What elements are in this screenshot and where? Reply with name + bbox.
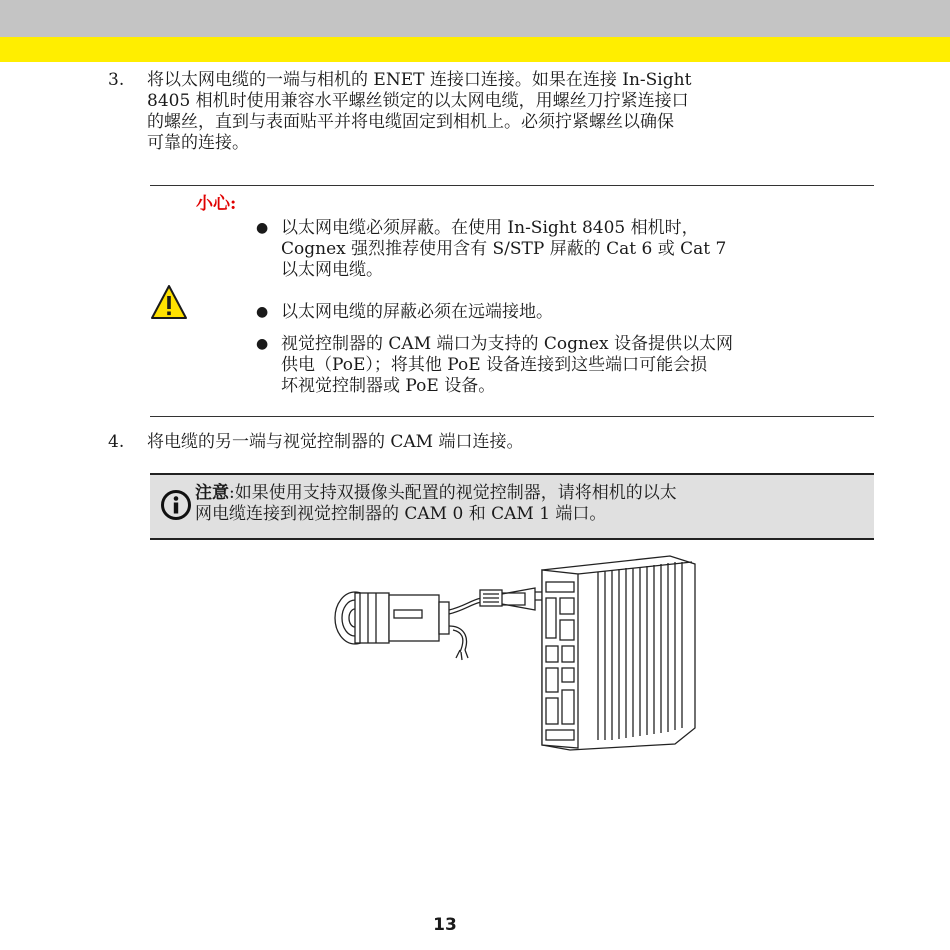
step-line: 8405 相机时使用兼容水平螺丝锁定的以太网电缆，用螺丝刀拧紧连接口 xyxy=(147,91,689,111)
note-line xyxy=(195,483,677,504)
bullet-line: 以太网电缆必须屏蔽。在使用 In-Sight 8405 相机时， xyxy=(281,218,699,238)
bullet-dot: ● xyxy=(256,336,269,352)
bullet-line: 视觉控制器的 CAM 端口为支持的 Cognex 设备提供以太网 xyxy=(281,334,734,354)
bullet-line: 以太网电缆的屏蔽必须在远端接地。 xyxy=(281,302,553,322)
note-line1: :如果使用支持双摄像头配置的视觉控制器，请将相机的以太 xyxy=(229,483,677,503)
caution-bottom-rule xyxy=(150,416,874,417)
bullet-line: 坏视觉控制器或 PoE 设备。 xyxy=(281,376,496,396)
caution-title: 小心: xyxy=(196,194,237,214)
bullet-line: Cognex 强烈推荐使用含有 S/STP 屏蔽的 Cat 6 或 Cat 7 xyxy=(281,239,727,259)
page-number: 13 xyxy=(433,915,457,935)
step-text xyxy=(147,432,524,453)
bullet-line: 供电（PoE）；将其他 PoE 设备连接到这些端口可能会损 xyxy=(281,355,708,375)
step-line: 的螺丝，直到与表面贴平并将电缆固定到相机上。必须拧紧螺丝以确保 xyxy=(147,112,674,132)
header-yellow-band xyxy=(0,37,950,62)
bullet-text xyxy=(281,302,553,323)
info-circle-icon xyxy=(160,489,192,521)
step-number: 3. xyxy=(108,70,125,90)
step-line: 将电缆的另一端与视觉控制器的 CAM 端口连接。 xyxy=(147,432,524,452)
note-text xyxy=(195,483,677,525)
caution-top-rule xyxy=(150,185,874,186)
bullet-dot: ● xyxy=(256,304,269,320)
header-gray-band xyxy=(0,0,950,37)
warning-triangle-icon xyxy=(150,284,188,320)
step-number: 4. xyxy=(108,432,125,452)
note-line: 网电缆连接到视觉控制器的 CAM 0 和 CAM 1 端口。 xyxy=(195,504,607,524)
note-box xyxy=(150,473,874,540)
bullet-line: 以太网电缆。 xyxy=(281,260,383,280)
bullet-text xyxy=(281,218,726,281)
bullet-dot: ● xyxy=(256,220,269,236)
step-line: 可靠的连接。 xyxy=(147,133,249,153)
bullet-text xyxy=(281,334,733,397)
note-label: 注意 xyxy=(195,483,229,503)
step-line: 将以太网电缆的一端与相机的 ENET 连接口连接。如果在连接 In-Sight xyxy=(147,70,692,90)
step-text xyxy=(147,70,691,154)
camera-to-controller-illustration xyxy=(320,550,700,760)
